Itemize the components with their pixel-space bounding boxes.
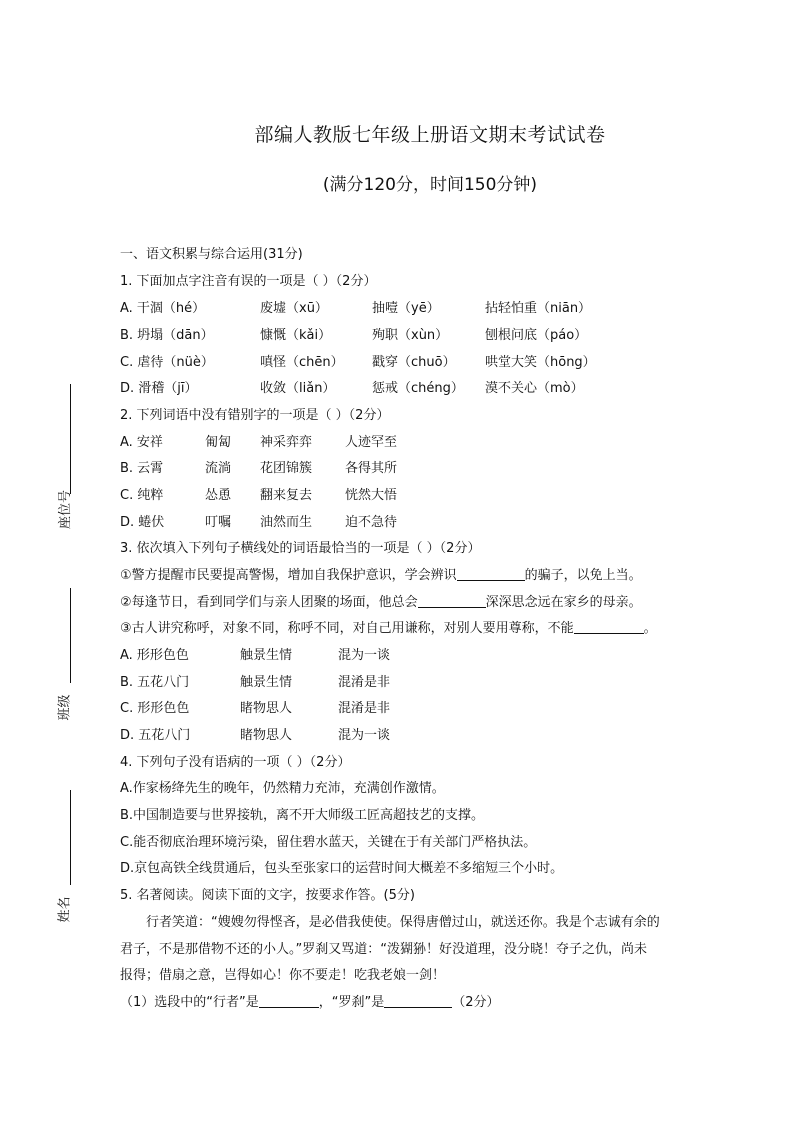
- q3-sentence-2: [120, 595, 642, 611]
- q2-a-4: 人迹罕至: [345, 435, 398, 450]
- q5-sub-question-1: [120, 995, 500, 1011]
- q3-s2-text-a: ②每逢节日，看到同学们与亲人团聚的场面，他总会: [120, 595, 418, 610]
- q3-s3-blank: [574, 621, 644, 634]
- q2-a-3: 神采弈弈: [260, 435, 313, 450]
- q3-s3-text-b: 。: [643, 621, 657, 636]
- q3-c-2: 睹物思人: [240, 701, 293, 716]
- q3-b-3: 混淆是非: [338, 675, 391, 690]
- q1-d-4: 漠不关心（mò）: [485, 381, 584, 396]
- q2-c-4: 恍然大悟: [345, 488, 398, 503]
- q5-sub1-blank-2: [384, 995, 452, 1008]
- q1-c-4: 哄堂大笑（hōng）: [485, 355, 596, 370]
- q3-b-2: 触景生情: [240, 675, 293, 690]
- q5-passage-line-3: 报得；借扇之意，岂得如心！你不要走！吃我老娘一剑！: [120, 968, 446, 983]
- q1-a-1: A. 干涸（hé）: [120, 301, 206, 316]
- q3-d-3: 混为一谈: [338, 728, 391, 743]
- q2-c-2: 怂恿: [205, 488, 232, 503]
- q5-stem: 5. 名著阅读。阅读下面的文字，按要求作答。(5分): [120, 888, 415, 903]
- q3-b-1: B. 五花八门: [120, 675, 190, 690]
- q1-d-1: D. 滑稽（jī）: [120, 381, 198, 396]
- q4-stem: 4. 下列句子没有语病的一项（ ）（2分）: [120, 755, 351, 770]
- q4-option-d: D.京包高铁全线贯通后，包头至张家口的运营时间大概差不多缩短三个小时。: [120, 861, 564, 876]
- q3-s2-text-b: 深深思念远在家乡的母亲。: [485, 595, 642, 610]
- q3-a-2: 触景生情: [240, 648, 293, 663]
- q2-d-4: 迫不急待: [345, 515, 398, 530]
- q3-d-2: 睹物思人: [240, 728, 293, 743]
- q5-sub1-text-a: （1）选段中的“行者”是: [120, 995, 259, 1010]
- q2-a-2: 匍匐: [205, 435, 232, 450]
- q1-a-3: 抽噎（yē）: [372, 301, 440, 316]
- exam-subtitle: (满分120分，时间150分钟): [322, 175, 538, 195]
- q2-b-4: 各得其所: [345, 461, 398, 476]
- q5-passage-line-2: 君子，不是那借物不还的小人。”罗刹又骂道：“泼猢狲！好没道理，没分晓！夺子之仇，尚未: [120, 942, 647, 957]
- q1-b-4: 刨根问底（páo）: [485, 328, 588, 343]
- class-rule: [70, 588, 71, 683]
- q2-d-1: D. 蜷伏: [120, 515, 165, 530]
- q3-sentence-3: [120, 621, 657, 637]
- q1-d-2: 收敛（liǎn）: [260, 381, 336, 396]
- q3-a-3: 混为一谈: [338, 648, 391, 663]
- q3-s1-text-a: ①警方提醒市民要提高警惕，增加自我保护意识，学会辨识: [120, 568, 457, 583]
- q3-a-1: A. 形形色色: [120, 648, 189, 663]
- q2-c-3: 翻来复去: [260, 488, 313, 503]
- q5-sub1-text-b: ，“罗刹”是: [318, 995, 385, 1010]
- q3-sentence-1: [120, 568, 642, 584]
- q3-d-1: D. 五花八门: [120, 728, 191, 743]
- q3-s2-blank: [418, 595, 486, 608]
- q1-d-3: 惩戒（chéng）: [372, 381, 464, 396]
- q2-stem: 2. 下列词语中没有错别字的一项是（ ）（2分）: [120, 408, 390, 423]
- q2-a-1: A. 安祥: [120, 435, 163, 450]
- q2-d-2: 叮嘱: [205, 515, 232, 530]
- q3-s3-text-a: ③古人讲究称呼，对象不同，称呼不同，对自己用谦称，对别人要用尊称，不能: [120, 621, 574, 636]
- name-label: 姓名: [57, 896, 73, 923]
- q2-c-1: C. 纯粹: [120, 488, 164, 503]
- q1-c-3: 戳穿（chuō）: [372, 355, 456, 370]
- q3-s1-text-b: 的骗子，以免上当。: [524, 568, 642, 583]
- q1-a-2: 废墟（xū）: [260, 301, 328, 316]
- class-label: 班级: [57, 694, 73, 721]
- section-heading: 一、语文积累与综合运用(31分): [120, 247, 303, 262]
- name-rule: [70, 790, 71, 885]
- q2-d-3: 油然而生: [260, 515, 313, 530]
- q2-b-1: B. 云霄: [120, 461, 164, 476]
- seat-number-label: 座位号: [58, 489, 74, 530]
- q1-b-1: B. 坍塌（dān）: [120, 328, 214, 343]
- q1-c-2: 嗔怪（chēn）: [260, 355, 344, 370]
- q4-option-a: A.作家杨绛先生的晚年，仍然精力充沛，充满创作激情。: [120, 781, 445, 796]
- q1-c-1: C. 虐待（nüè）: [120, 355, 214, 370]
- q5-sub1-blank-1: [259, 995, 319, 1008]
- q5-sub1-text-c: （2分）: [452, 995, 500, 1010]
- exam-title: 部编人教版七年级上册语文期末考试试卷: [254, 124, 606, 146]
- q2-b-3: 花团锦簇: [260, 461, 313, 476]
- q1-b-2: 慷慨（kǎi）: [260, 328, 332, 343]
- q1-stem: 1. 下面加点字注音有误的一项是（ ）（2分）: [120, 274, 377, 289]
- q3-c-1: C. 形形色色: [120, 701, 190, 716]
- q4-option-c: C.能否彻底治理环境污染，留住碧水蓝天，关键在于有关部门严格执法。: [120, 835, 537, 850]
- q1-a-4: 拈轻怕重（niān）: [485, 301, 592, 316]
- q3-stem: 3. 依次填入下列句子横线处的词语最恰当的一项是（ ）（2分）: [120, 541, 481, 556]
- q5-passage-line-1: 行者笑道：“嫂嫂勿得悭吝，是必借我使使。保得唐僧过山，就送还你。我是个志诚有余的: [146, 915, 660, 930]
- q1-b-3: 殉职（xùn）: [372, 328, 449, 343]
- q3-s1-blank: [457, 568, 525, 581]
- seat-number-rule: [70, 384, 71, 494]
- q3-c-3: 混淆是非: [338, 701, 391, 716]
- q4-option-b: B.中国制造要与世界接轨，离不开大师级工匠高超技艺的支撑。: [120, 808, 485, 823]
- q2-b-2: 流淌: [205, 461, 232, 476]
